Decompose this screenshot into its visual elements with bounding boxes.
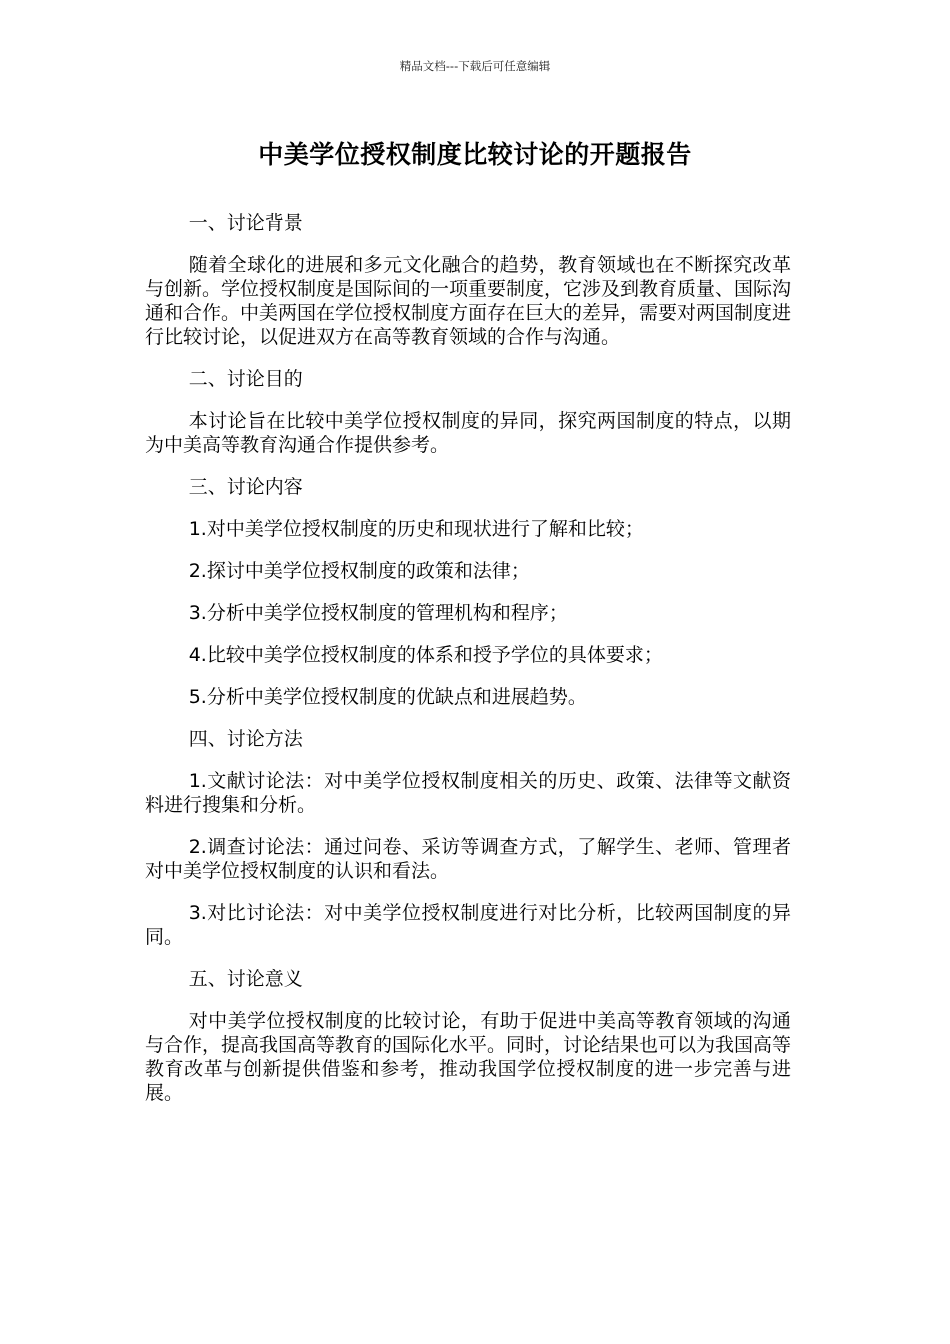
list-item: 1.文献讨论法：对中美学位授权制度相关的历史、政策、法律等文献资料进行搜集和分析。 (145, 770, 791, 816)
section-heading: 四、讨论方法 (188, 728, 303, 750)
section-significance (145, 967, 791, 1105)
paragraph: 随着全球化的进展和多元文化融合的趋势，教育领域也在不断探究改革与创新。学位授权制度是国际间的一项重要制度，它涉及到教育质量、国际沟通和合作。中美两国在学位授权制度方面存在巨大的差异，需要对两国制度进行比较讨论，以促进双方在高等教育领域的合作与沟通。 (145, 254, 792, 348)
list-item: 5.分析中美学位授权制度的优缺点和进展趋势。 (188, 686, 587, 708)
paragraph: 对中美学位授权制度的比较讨论，有助于促进中美高等教育领域的沟通与合作，提高我国高等教育的国际化水平。同时，讨论结果也可以为我国高等教育改革与创新提供借鉴和参考，推动我国学位授权制度的进一步完善与进展。 (145, 1010, 792, 1104)
list-item: 1.对中美学位授权制度的历史和现状进行了解和比较； (188, 518, 644, 540)
section-content (145, 475, 791, 709)
list-item: 3.分析中美学位授权制度的管理机构和程序； (188, 602, 568, 624)
section-heading: 三、讨论内容 (188, 476, 303, 498)
document-body (145, 211, 791, 1123)
list-item: 4.比较中美学位授权制度的体系和授予学位的具体要求； (188, 644, 663, 666)
list-item: 2.调查讨论法：通过问卷、采访等调查方式，了解学生、老师、管理者对中美学位授权制度的认识和看法。 (145, 836, 791, 882)
section-purpose (145, 367, 791, 457)
page-header-note: 精品文档---下载后可任意编辑 (399, 59, 551, 73)
paragraph: 本讨论旨在比较中美学位授权制度的异同，探究两国制度的特点，以期为中美高等教育沟通合作提供参考。 (145, 410, 791, 456)
list-item: 3.对比讨论法：对中美学位授权制度进行对比分析，比较两国制度的异同。 (145, 902, 791, 948)
section-methods (145, 727, 791, 949)
document-title: 中美学位授权制度比较讨论的开题报告 (258, 140, 692, 169)
section-background (145, 211, 791, 349)
section-heading: 五、讨论意义 (188, 968, 303, 990)
section-heading: 二、讨论目的 (188, 368, 303, 390)
list-item: 2.探讨中美学位授权制度的政策和法律； (188, 560, 530, 582)
section-heading: 一、讨论背景 (188, 212, 303, 234)
